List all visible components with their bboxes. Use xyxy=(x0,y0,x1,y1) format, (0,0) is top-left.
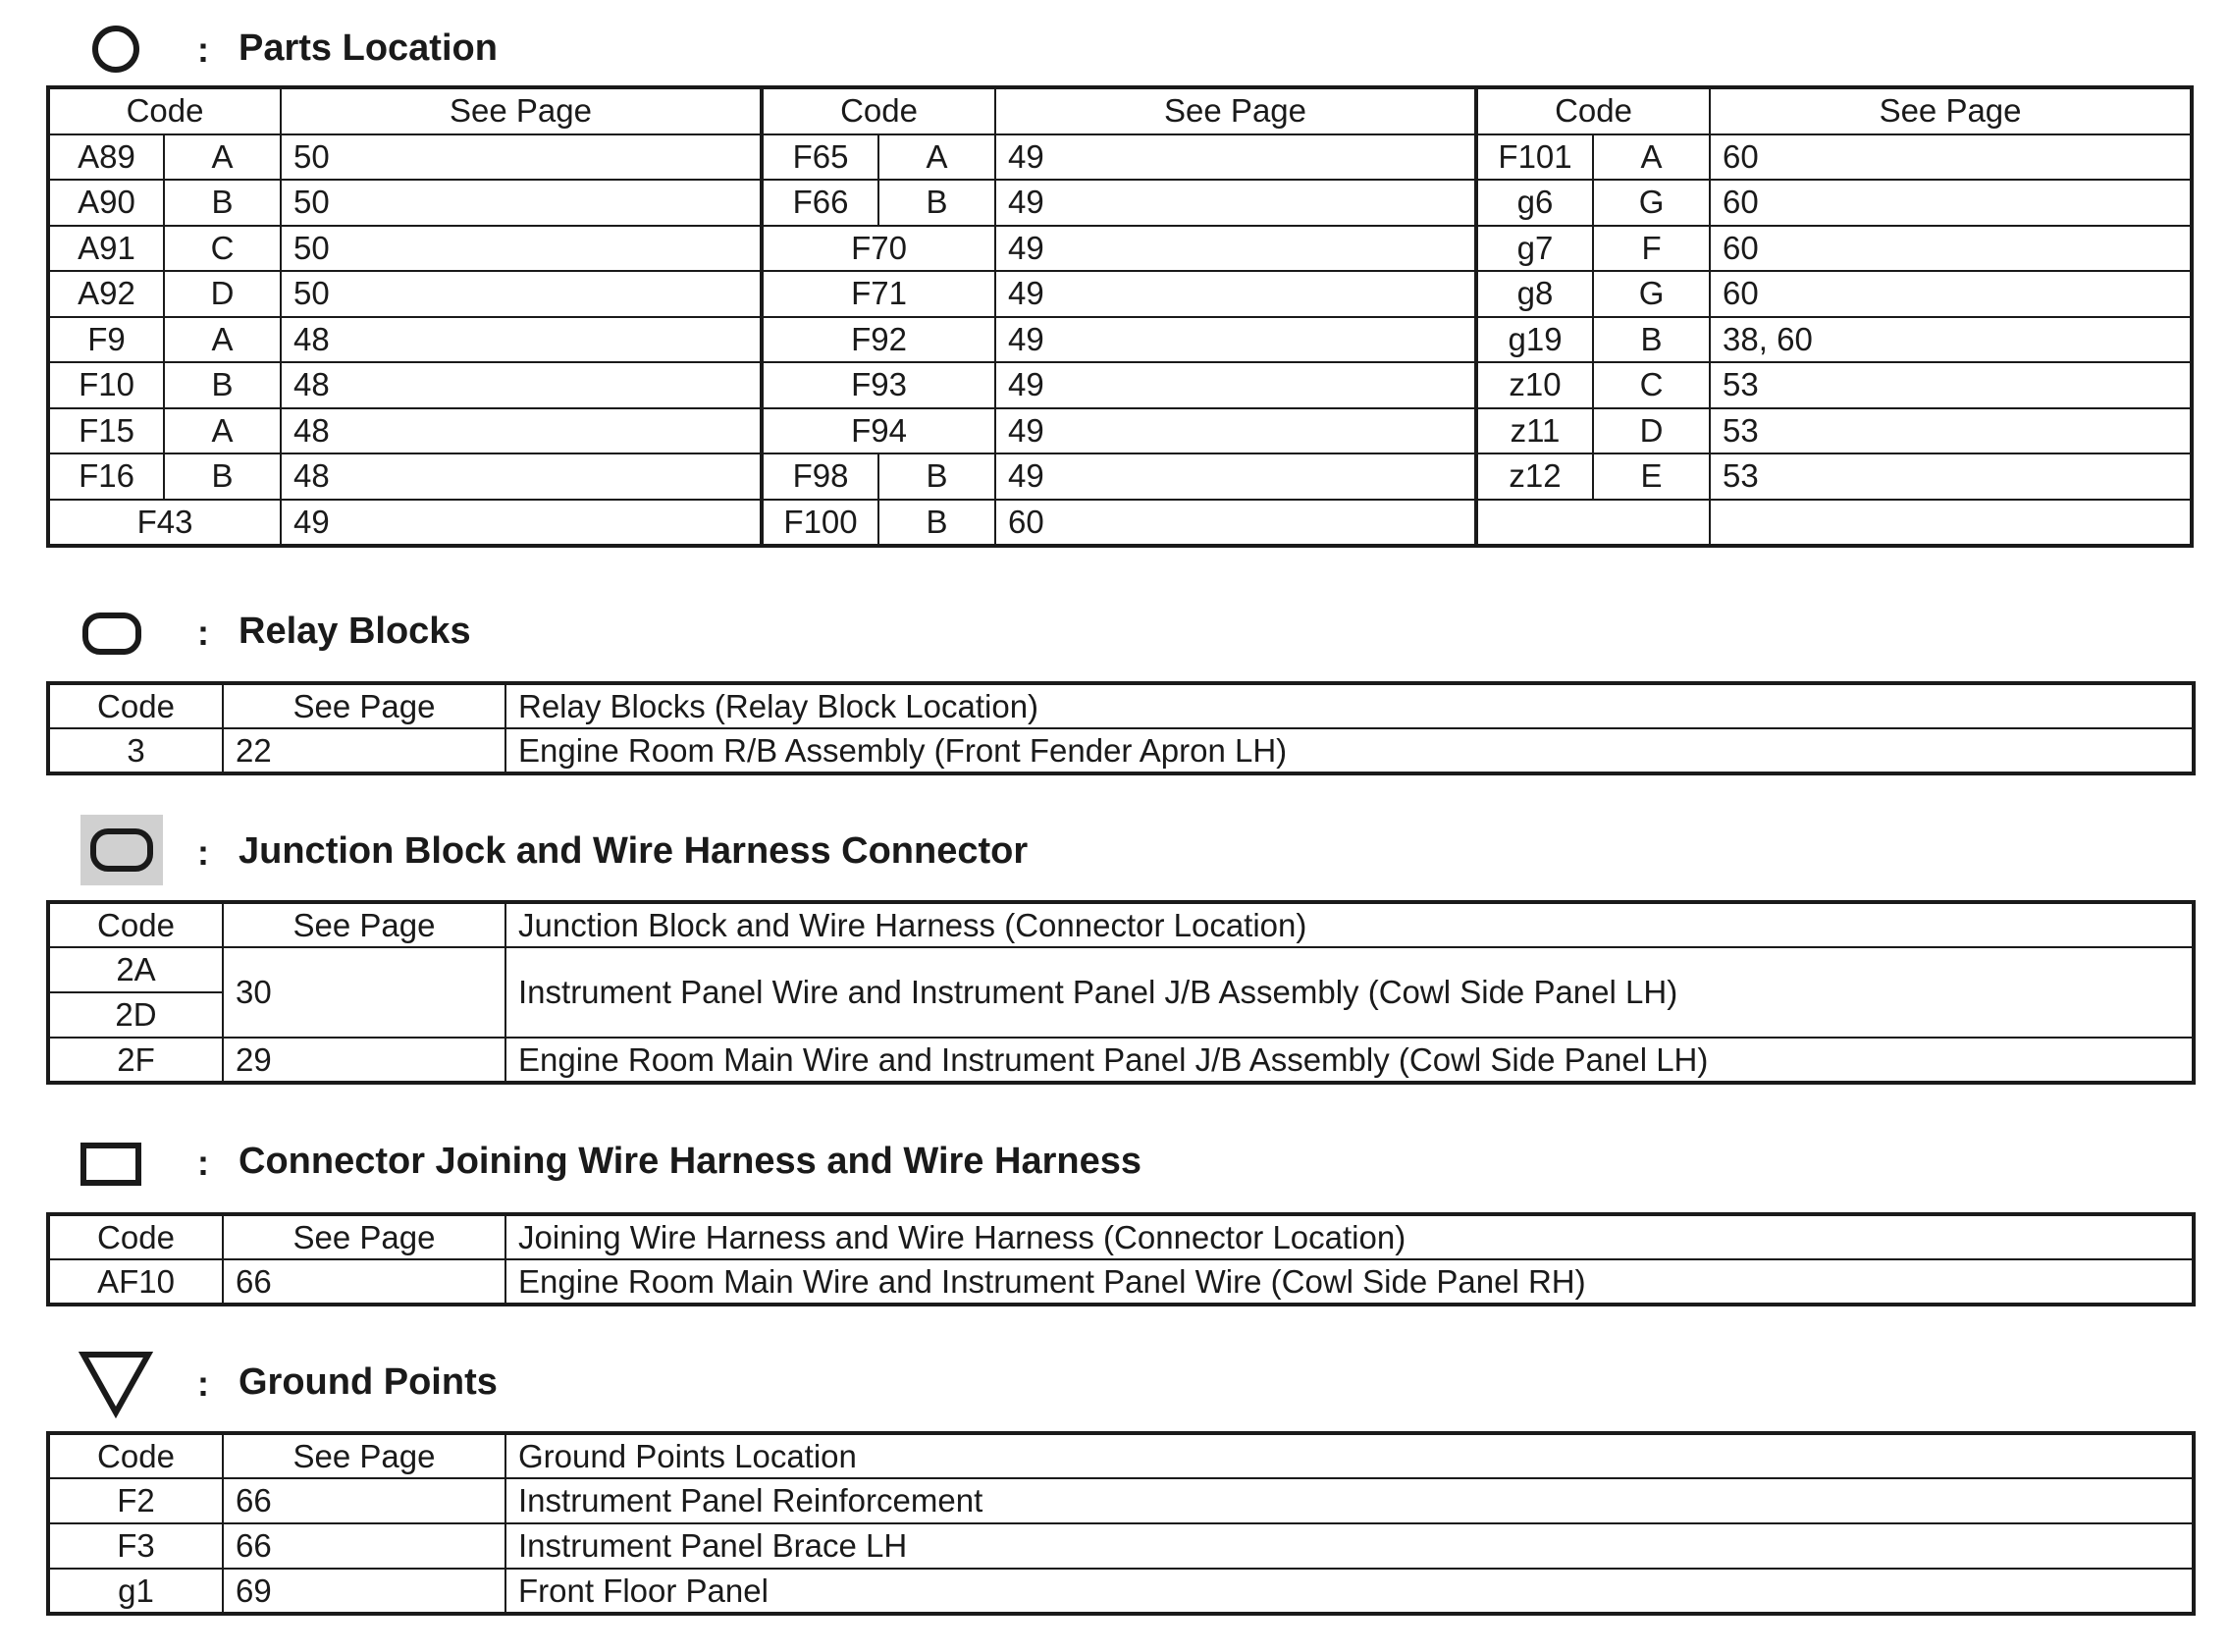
description-header: Joining Wire Harness and Wire Harness (Connector Location) xyxy=(505,1214,2194,1259)
sub-code-cell: D xyxy=(164,271,281,317)
code-cell: z10 xyxy=(1476,362,1593,408)
junction-block-heading xyxy=(0,815,2229,883)
description-cell: Instrument Panel Wire and Instrument Panel J/B Assembly (Cowl Side Panel LH) xyxy=(505,947,2194,1038)
code-cell: g19 xyxy=(1476,317,1593,363)
rounded-rect-icon xyxy=(82,613,141,655)
code-cell: F66 xyxy=(762,180,878,226)
shaded-rounded-rect-icon xyxy=(80,815,163,885)
sub-code-cell: F xyxy=(1593,226,1710,272)
page-cell: 49 xyxy=(995,271,1476,317)
description-header: Ground Points Location xyxy=(505,1433,2194,1478)
code-header: Code xyxy=(48,87,281,134)
code-cell: g7 xyxy=(1476,226,1593,272)
code-cell: A90 xyxy=(48,180,164,226)
page-cell: 60 xyxy=(1710,134,2192,181)
page-cell: 53 xyxy=(1710,453,2192,500)
table-row xyxy=(48,1259,2194,1305)
code-cell: g6 xyxy=(1476,180,1593,226)
table-row xyxy=(48,317,2192,363)
ground-points-table xyxy=(46,1431,2196,1616)
page-cell: 66 xyxy=(223,1523,505,1569)
see-page-header: See Page xyxy=(223,1214,505,1259)
description-cell: Front Floor Panel xyxy=(505,1569,2194,1614)
see-page-header: See Page xyxy=(1710,87,2192,134)
sub-code-cell: C xyxy=(1593,362,1710,408)
page-cell: 29 xyxy=(223,1038,505,1083)
table-row xyxy=(48,1523,2194,1569)
code-header: Code xyxy=(48,1433,223,1478)
code-cell: F101 xyxy=(1476,134,1593,181)
page-cell: 53 xyxy=(1710,408,2192,454)
code-cell: F93 xyxy=(762,362,995,408)
page-cell: 50 xyxy=(281,180,762,226)
heading-colon: : xyxy=(197,1363,209,1404)
sub-code-cell: E xyxy=(1593,453,1710,500)
see-page-header: See Page xyxy=(223,902,505,947)
page-cell: 49 xyxy=(995,134,1476,181)
page-cell: 60 xyxy=(995,500,1476,547)
sub-code-cell: B xyxy=(878,180,995,226)
code-cell: z12 xyxy=(1476,453,1593,500)
code-header: Code xyxy=(762,87,995,134)
code-cell: A89 xyxy=(48,134,164,181)
code-cell: F15 xyxy=(48,408,164,454)
heading-colon: : xyxy=(197,1143,209,1183)
code-header: Code xyxy=(48,683,223,728)
sub-code-cell: B xyxy=(164,180,281,226)
heading-colon: : xyxy=(197,613,209,653)
page-cell: 60 xyxy=(1710,271,2192,317)
section-title: Ground Points xyxy=(239,1361,498,1403)
section-title: Relay Blocks xyxy=(239,611,471,652)
ground-points-heading xyxy=(0,1350,2229,1418)
page-cell: 38, 60 xyxy=(1710,317,2192,363)
page-cell: 49 xyxy=(995,180,1476,226)
table-row xyxy=(48,500,2192,547)
page-cell: 66 xyxy=(223,1259,505,1305)
junction-block-table xyxy=(46,900,2196,1085)
code-cell: 2D xyxy=(48,992,223,1038)
sub-code-cell: B xyxy=(164,453,281,500)
page-cell: 49 xyxy=(995,317,1476,363)
description-cell: Instrument Panel Reinforcement xyxy=(505,1478,2194,1523)
page-cell: 48 xyxy=(281,453,762,500)
page-cell: 50 xyxy=(281,271,762,317)
sub-code-cell: A xyxy=(1593,134,1710,181)
page-cell: 66 xyxy=(223,1478,505,1523)
see-page-header: See Page xyxy=(995,87,1476,134)
sub-code-cell: B xyxy=(164,362,281,408)
code-cell: F10 xyxy=(48,362,164,408)
description-cell: Engine Room Main Wire and Instrument Panel Wire (Cowl Side Panel RH) xyxy=(505,1259,2194,1305)
page-cell: 49 xyxy=(995,362,1476,408)
code-cell: F2 xyxy=(48,1478,223,1523)
page-cell: 60 xyxy=(1710,226,2192,272)
page-cell: 49 xyxy=(995,226,1476,272)
page-cell: 50 xyxy=(281,226,762,272)
description-cell: Engine Room R/B Assembly (Front Fender Apron LH) xyxy=(505,728,2194,773)
section-title: Junction Block and Wire Harness Connector xyxy=(239,830,1029,872)
sub-code-cell: D xyxy=(1593,408,1710,454)
triangle-icon xyxy=(79,1350,153,1418)
code-cell: 3 xyxy=(48,728,223,773)
page-cell: 30 xyxy=(223,947,505,1038)
page-cell: 69 xyxy=(223,1569,505,1614)
code-cell: g1 xyxy=(48,1569,223,1614)
sub-code-cell: A xyxy=(164,317,281,363)
page-cell: 48 xyxy=(281,362,762,408)
see-page-header: See Page xyxy=(281,87,762,134)
sub-code-cell: B xyxy=(878,500,995,547)
description-cell: Instrument Panel Brace LH xyxy=(505,1523,2194,1569)
relay-blocks-table xyxy=(46,681,2196,775)
sub-code-cell: G xyxy=(1593,271,1710,317)
table-row xyxy=(48,947,2194,992)
page-cell: 48 xyxy=(281,317,762,363)
page-cell: 53 xyxy=(1710,362,2192,408)
code-cell: F94 xyxy=(762,408,995,454)
page-cell: 60 xyxy=(1710,180,2192,226)
sub-code-cell: A xyxy=(164,408,281,454)
code-header: Code xyxy=(1476,87,1710,134)
circle-icon xyxy=(92,26,139,73)
description-cell: Engine Room Main Wire and Instrument Panel J/B Assembly (Cowl Side Panel LH) xyxy=(505,1038,2194,1083)
sub-code-cell: B xyxy=(878,453,995,500)
see-page-header: See Page xyxy=(223,1433,505,1478)
heading-colon: : xyxy=(197,832,209,873)
code-cell: F71 xyxy=(762,271,995,317)
code-cell: F70 xyxy=(762,226,995,272)
page-cell: 50 xyxy=(281,134,762,181)
code-cell: F100 xyxy=(762,500,878,547)
page-cell: 22 xyxy=(223,728,505,773)
heading-colon: : xyxy=(197,29,209,70)
parts-location-table xyxy=(46,85,2194,548)
page-cell: 49 xyxy=(281,500,762,547)
code-header: Code xyxy=(48,1214,223,1259)
sub-code-cell: G xyxy=(1593,180,1710,226)
code-cell: F65 xyxy=(762,134,878,181)
code-cell: 2F xyxy=(48,1038,223,1083)
table-row xyxy=(48,180,2192,226)
table-row xyxy=(48,226,2192,272)
page-cell: 49 xyxy=(995,453,1476,500)
code-cell: AF10 xyxy=(48,1259,223,1305)
page-cell: 48 xyxy=(281,408,762,454)
description-header: Junction Block and Wire Harness (Connector Location) xyxy=(505,902,2194,947)
code-cell: F3 xyxy=(48,1523,223,1569)
sub-code-cell: A xyxy=(878,134,995,181)
code-header: Code xyxy=(48,902,223,947)
parts-location-heading xyxy=(0,14,2229,82)
code-cell: F9 xyxy=(48,317,164,363)
page-cell xyxy=(1710,500,2192,547)
code-cell: 2A xyxy=(48,947,223,992)
code-cell: A91 xyxy=(48,226,164,272)
code-cell: g8 xyxy=(1476,271,1593,317)
description-header: Relay Blocks (Relay Block Location) xyxy=(505,683,2194,728)
table-row xyxy=(48,1569,2194,1614)
section-title: Connector Joining Wire Harness and Wire Harness xyxy=(239,1141,1141,1182)
table-row xyxy=(48,408,2192,454)
sub-code-cell: A xyxy=(164,134,281,181)
table-row xyxy=(48,1478,2194,1523)
table-row xyxy=(48,728,2194,773)
code-cell: z11 xyxy=(1476,408,1593,454)
see-page-header: See Page xyxy=(223,683,505,728)
table-row xyxy=(48,134,2192,181)
code-cell: F43 xyxy=(48,500,281,547)
table-row xyxy=(48,362,2192,408)
page-cell: 49 xyxy=(995,408,1476,454)
code-cell xyxy=(1476,500,1710,547)
code-cell: F92 xyxy=(762,317,995,363)
connector-joining-heading xyxy=(0,1131,2229,1199)
table-row xyxy=(48,453,2192,500)
section-title: Parts Location xyxy=(239,27,498,69)
code-cell: A92 xyxy=(48,271,164,317)
relay-blocks-heading xyxy=(0,599,2229,667)
connector-joining-table xyxy=(46,1212,2196,1306)
table-row xyxy=(48,271,2192,317)
code-cell: F98 xyxy=(762,453,878,500)
rectangle-icon xyxy=(80,1143,141,1186)
sub-code-cell: C xyxy=(164,226,281,272)
sub-code-cell: B xyxy=(1593,317,1710,363)
table-row xyxy=(48,1038,2194,1083)
code-cell: F16 xyxy=(48,453,164,500)
